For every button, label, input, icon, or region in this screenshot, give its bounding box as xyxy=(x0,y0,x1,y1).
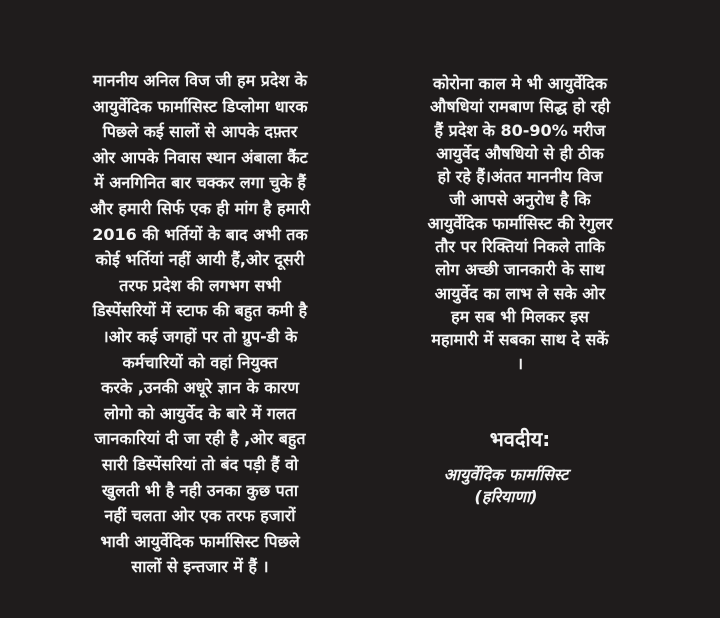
text-line: डिस्पेंसरियों में स्टाफ की बहुत कमी है xyxy=(92,301,308,321)
text-line: सालों से इन्तजार में हैं । xyxy=(131,557,269,577)
letter-body-left-column xyxy=(26,68,374,580)
text-line: हो रहे हैं।अंतत माननीय विज xyxy=(437,167,603,187)
text-line: हैं प्रदेश के 80-90% मरीज xyxy=(434,120,606,140)
text-line: कोरोना काल मे भी आयुर्वेदिक xyxy=(432,74,608,93)
text-line: ओर आपके निवास स्थान अंबाला कैंट xyxy=(92,147,308,167)
text-line: । xyxy=(516,353,524,373)
text-line: भावी आयुर्वेदिक फार्मासिस्ट पिछले xyxy=(100,531,300,551)
text-line: आयुर्वेद का लाभ ले सके ओर xyxy=(434,283,606,303)
closing-salutation: भवदीय: xyxy=(489,427,551,451)
text-line: लोगो को आयुर्वेद के बारे में गलत xyxy=(104,403,296,423)
text-line: माननीय अनिल विज जी हम प्रदेश के xyxy=(92,71,308,90)
text-line: करके ,उनकी अधूरे ज्ञान के कारण xyxy=(101,378,299,398)
text-line: तौर पर रिक्तियां निकले ताकि xyxy=(435,237,605,257)
text-line: हम सब भी मिलकर इस xyxy=(451,306,589,326)
text-line: जी आपसे अनुरोध है कि xyxy=(449,190,591,210)
letter-body-right-column xyxy=(380,72,660,375)
text-line: महामारी में सबका साथ दे सकें xyxy=(431,330,609,350)
sender-line: आयुर्वेदिक फार्मासिस्ट xyxy=(443,465,569,484)
text-line: औषधियां रामबाण सिद्ध हो रही xyxy=(430,97,610,117)
text-line: सारी डिस्पेंसरियां तो बंद पड़ी हैं वो xyxy=(101,454,299,474)
text-line: ।ओर कई जगहों पर तो ग्रुप-डी के xyxy=(102,326,298,346)
text-line: और हमारी सिर्फ एक ही मांग है हमारी xyxy=(90,198,310,218)
text-line: जानकारियां दी जा रही है ,ओर बहुत xyxy=(94,429,306,449)
text-line: कर्मचारियों को वहां नियुक्त xyxy=(122,352,278,372)
text-line: तरफ प्रदेश की लगभग सभी xyxy=(119,275,281,295)
text-line: आयुर्वेदिक फार्मासिस्ट डिप्लोमा धारक xyxy=(92,96,308,116)
text-line: लोग अच्छी जानकारी के साथ xyxy=(435,260,605,280)
text-line: में अनगिनित बार चक्कर लगा चुके हैं xyxy=(94,173,306,193)
text-line: खुलती भी है नही उनका कुछ पता xyxy=(102,480,298,500)
text-line: आयुर्वेदिक फार्मासिस्ट की रेगुलर xyxy=(427,213,613,233)
text-line: आयुर्वेद औषधियो से ही ठीक xyxy=(436,143,604,163)
sender-signature xyxy=(396,464,616,508)
text-line: नहीं चलता ओर एक तरफ हजारों xyxy=(104,506,296,526)
text-line: पिछले कई सालों से आपके दफ़्तर xyxy=(102,122,298,142)
text-line: 2016 की भर्तियों के बाद अभी तक xyxy=(92,224,308,244)
sender-line: (हरियाणा) xyxy=(474,487,538,506)
text-line: कोई भर्तियां नहीं आयी हैं,ओर दूसरी xyxy=(95,250,305,270)
